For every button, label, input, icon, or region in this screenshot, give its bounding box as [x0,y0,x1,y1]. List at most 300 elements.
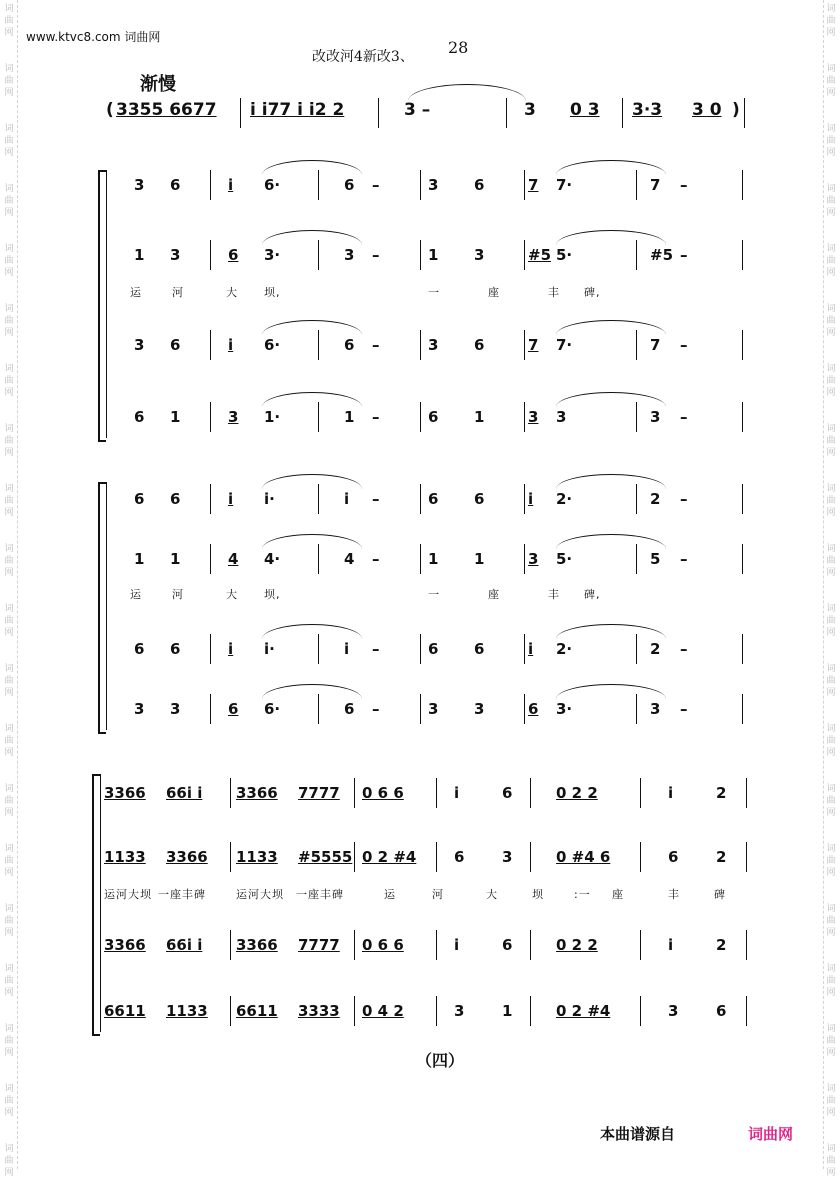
page-mark: 28 [448,38,469,57]
right-dashed-rule [823,0,824,1169]
note: 2 [650,640,661,658]
note: 7 [650,176,661,194]
watermark-glyph: 词 [4,4,14,14]
note: 1 [134,550,145,568]
watermark-glyph: 曲 [4,1156,14,1166]
slur [262,230,362,245]
note: 6 [134,490,145,508]
intro-barline [506,98,507,128]
note: – [680,176,688,194]
watermark-glyph: 曲 [4,16,14,26]
intro-open: ( [106,100,114,120]
watermark-glyph: 词 [4,604,14,614]
lyric: 河 [172,588,184,601]
note: 0 #4 6 [556,848,611,866]
note: 3366 [104,784,146,802]
note: 6 [474,336,485,354]
watermark-glyph: 曲 [826,916,836,926]
watermark-glyph: 词 [4,1024,14,1034]
watermark-glyph: 曲 [4,676,14,686]
barline [420,544,421,574]
note: – [372,640,380,658]
note: 6 [344,176,355,194]
note: 6 [474,176,485,194]
watermark-glyph: 词 [826,904,836,914]
barline [210,544,211,574]
lyric: 丰 [548,588,560,601]
barline [746,996,747,1026]
watermark-glyph: 网 [4,568,14,578]
barline [524,240,525,270]
watermark-glyph: 网 [4,448,14,458]
watermark-glyph: 网 [826,148,836,158]
note: 3· [264,246,281,264]
note: 6· [264,336,281,354]
note: 3 [556,408,567,426]
watermark-glyph: 曲 [4,916,14,926]
barline [420,402,421,432]
note: 3333 [298,1002,340,1020]
intro-barline [240,98,241,128]
watermark-glyph: 曲 [826,976,836,986]
note: – [680,336,688,354]
left-dashed-rule [17,0,18,1169]
note: 3 [170,246,181,264]
watermark-glyph: 词 [826,244,836,254]
note: 3 [528,550,539,568]
note: 3 [134,700,145,718]
watermark-glyph: 词 [826,364,836,374]
watermark-glyph: 曲 [4,796,14,806]
note: i [454,936,460,954]
intro-slur [408,84,526,101]
watermark-glyph: 曲 [826,136,836,146]
barline [530,842,531,872]
watermark-glyph: 网 [826,88,836,98]
note: 3 [170,700,181,718]
watermark-glyph: 词 [826,1084,836,1094]
lyric: 丰 [668,888,680,901]
note: 6 [170,336,181,354]
barline [742,634,743,664]
lyric: 大 [226,588,238,601]
watermark-glyph: 曲 [4,1096,14,1106]
note: 3 [474,700,485,718]
lyric: 运 [384,888,396,901]
watermark-glyph: 曲 [826,16,836,26]
watermark-glyph: 网 [826,748,836,758]
slur [556,534,666,549]
note: 7· [556,336,573,354]
slur [556,474,666,489]
barline [210,402,211,432]
note: 6· [264,176,281,194]
intro-m3: 3 – [404,100,431,120]
watermark-glyph: 词 [826,784,836,794]
watermark-glyph: 网 [826,988,836,998]
note: 6 [170,490,181,508]
watermark-glyph: 网 [826,568,836,578]
watermark-glyph: 词 [826,544,836,554]
barline [640,842,641,872]
watermark-glyph: 网 [4,148,14,158]
note: i [344,490,350,508]
lyric: 碑, [584,286,601,299]
slur [262,160,362,175]
watermark-glyph: 曲 [4,1036,14,1046]
watermark-glyph: 曲 [826,1156,836,1166]
watermark-glyph: 网 [826,808,836,818]
note: 6 [134,408,145,426]
note: 2· [556,640,573,658]
note: 1 [428,550,439,568]
note: 1· [264,408,281,426]
note: 5· [556,246,573,264]
watermark-glyph: 词 [826,124,836,134]
note: i [668,936,674,954]
watermark-glyph: 词 [4,964,14,974]
note: 2 [716,784,727,802]
barline [354,996,355,1026]
note: 7 [650,336,661,354]
watermark-glyph: 词 [4,904,14,914]
note: 1 [344,408,355,426]
system-brace [92,774,100,1036]
barline [746,930,747,960]
note: 6 [228,246,239,264]
intro-barline [744,98,745,128]
watermark-glyph: 词 [826,4,836,14]
note: 4 [344,550,355,568]
watermark-glyph: 词 [4,124,14,134]
watermark-glyph: 网 [4,808,14,818]
watermark-glyph: 曲 [826,856,836,866]
watermark-glyph: 曲 [826,76,836,86]
watermark-glyph: 网 [826,628,836,638]
barline [742,544,743,574]
watermark-glyph: 词 [826,1024,836,1034]
barline [210,330,211,360]
barline [210,634,211,664]
lyric: 运河大坝 [104,888,152,901]
lyric: 一 [428,286,440,299]
note: 6 [428,490,439,508]
intro-m5: 0 3 [570,100,600,120]
barline [210,170,211,200]
note: – [372,490,380,508]
watermark-glyph: 词 [4,364,14,374]
note: – [680,640,688,658]
watermark-glyph: 曲 [4,376,14,386]
right-watermark-strip [822,0,840,1178]
watermark-glyph: 网 [4,1168,14,1178]
watermark-glyph: 词 [4,484,14,494]
barline [524,484,525,514]
watermark-glyph: 网 [826,688,836,698]
lyric: 河 [172,286,184,299]
tempo-marking: 渐慢 [140,74,176,95]
watermark-glyph: 词 [4,1084,14,1094]
note: i [454,784,460,802]
watermark-glyph: 网 [826,1048,836,1058]
note: 1 [170,550,181,568]
note: #5 [528,246,552,264]
barline [746,842,747,872]
lyric: :一 [574,888,591,901]
note: 0 2 #4 [556,1002,611,1020]
watermark-glyph: 网 [826,28,836,38]
watermark-glyph: 词 [4,664,14,674]
note: i [228,490,234,508]
watermark-glyph: 网 [826,448,836,458]
barline [230,996,231,1026]
watermark-glyph: 词 [4,784,14,794]
watermark-glyph: 词 [826,424,836,434]
note: i [228,336,234,354]
barline [742,240,743,270]
system-brace [98,482,106,734]
barline [210,694,211,724]
note: 0 6 6 [362,936,404,954]
watermark-glyph: 网 [4,928,14,938]
note: 3366 [236,936,278,954]
watermark-glyph: 曲 [4,856,14,866]
watermark-glyph: 曲 [826,496,836,506]
slur [262,684,362,699]
watermark-glyph: 词 [826,724,836,734]
note: 2 [716,848,727,866]
site-url: www.ktvc8.com 词曲网 [26,30,161,44]
note: 66i i [166,784,203,802]
lyric: 河 [432,888,444,901]
note: – [680,408,688,426]
note: – [680,246,688,264]
watermark-glyph: 网 [826,1108,836,1118]
watermark-glyph: 曲 [826,1036,836,1046]
note: i [228,176,234,194]
slur [556,392,666,407]
watermark-glyph: 词 [826,184,836,194]
watermark-glyph: 词 [4,844,14,854]
note: – [680,700,688,718]
note: i [228,640,234,658]
note: 7· [556,176,573,194]
lyric: 坝, [264,588,281,601]
note: 4· [264,550,281,568]
brand-link[interactable]: 词曲网 [748,1125,794,1143]
lyric: 一座丰碑 [296,888,344,901]
slur [262,534,362,549]
note: 3 [502,848,513,866]
note: 3 [668,1002,679,1020]
note: #5555 [298,848,353,866]
watermark-glyph: 曲 [826,616,836,626]
slur [556,160,666,175]
note: 3 [428,176,439,194]
note: #5 [650,246,674,264]
barline [640,778,641,808]
note: 66i i [166,936,203,954]
slur [556,684,666,699]
note: 0 2 2 [556,784,598,802]
lyric: 坝, [264,286,281,299]
watermark-glyph: 网 [826,928,836,938]
note: 7 [528,336,539,354]
note: i· [264,490,275,508]
watermark-glyph: 词 [826,64,836,74]
note: 6 [170,640,181,658]
watermark-glyph: 曲 [4,616,14,626]
note: 4 [228,550,239,568]
watermark-glyph: 网 [4,868,14,878]
lyric: 运 [130,588,142,601]
lyric: 运 [130,286,142,299]
note: 6 [134,640,145,658]
watermark-glyph: 网 [4,268,14,278]
note: 3366 [166,848,208,866]
system-brace-line [100,774,101,1032]
note: 6 [170,176,181,194]
note: 3 [134,176,145,194]
lyric: 坝 [532,888,544,901]
note: 1133 [236,848,278,866]
note: 1 [474,408,485,426]
watermark-glyph: 词 [4,184,14,194]
watermark-glyph: 曲 [4,256,14,266]
lyric: 运河大坝 [236,888,284,901]
slur [262,320,362,335]
note: – [680,550,688,568]
note: 0 4 2 [362,1002,404,1020]
lyric: 座 [488,286,500,299]
note: 1 [502,1002,513,1020]
note: 0 2 2 [556,936,598,954]
system-brace-line [106,482,107,730]
system-brace [98,170,106,442]
barline [524,634,525,664]
lyric: 丰 [548,286,560,299]
note: 3 [344,246,355,264]
note: 7 [528,176,539,194]
note: 6 [228,700,239,718]
slur [556,624,666,639]
note: 0 2 #4 [362,848,417,866]
note: – [372,176,380,194]
intro-m4: 3 [524,100,536,120]
page-number: （四） [416,1051,465,1070]
barline [420,634,421,664]
source-label: 本曲谱源自 [600,1125,676,1143]
note: 6 [474,490,485,508]
barline [230,842,231,872]
note: 3 [228,408,239,426]
note: 6 [716,1002,727,1020]
watermark-glyph: 词 [4,724,14,734]
note: 1 [134,246,145,264]
watermark-glyph: 曲 [826,436,836,446]
watermark-glyph: 曲 [4,316,14,326]
barline [524,694,525,724]
barline [524,402,525,432]
note: 6 [428,408,439,426]
lyric: 大 [226,286,238,299]
note: – [372,700,380,718]
note: i· [264,640,275,658]
barline [524,330,525,360]
watermark-glyph: 曲 [4,76,14,86]
lyric: 座 [488,588,500,601]
watermark-glyph: 网 [4,88,14,98]
note: 5· [556,550,573,568]
watermark-glyph: 词 [826,844,836,854]
barline [420,330,421,360]
note: 3· [556,700,573,718]
barline [742,694,743,724]
watermark-glyph: 网 [4,508,14,518]
slur [556,320,666,335]
watermark-glyph: 曲 [826,1096,836,1106]
note: 6 [668,848,679,866]
note: 3 [428,336,439,354]
note: 6 [502,784,513,802]
barline [354,842,355,872]
note: 5 [650,550,661,568]
watermark-glyph: 曲 [826,796,836,806]
watermark-glyph: 词 [826,604,836,614]
note: 3366 [236,784,278,802]
lyric: 一座丰碑 [158,888,206,901]
watermark-glyph: 曲 [4,976,14,986]
note: – [372,408,380,426]
left-watermark-strip [0,0,18,1178]
watermark-glyph: 网 [826,1168,836,1178]
watermark-glyph: 曲 [826,316,836,326]
note: 1133 [104,848,146,866]
watermark-glyph: 词 [826,1144,836,1154]
lyric: 碑 [714,888,726,901]
watermark-glyph: 网 [4,388,14,398]
watermark-glyph: 词 [4,244,14,254]
lyric: 碑, [584,588,601,601]
note: 3 [134,336,145,354]
note: 3366 [104,936,146,954]
note: – [680,490,688,508]
watermark-glyph: 网 [4,328,14,338]
watermark-glyph: 网 [826,388,836,398]
barline [210,240,211,270]
note: – [372,550,380,568]
barline [420,240,421,270]
note: i [668,784,674,802]
note: 3 [474,246,485,264]
edit-note: 改改河4新改3、 [312,49,414,65]
intro-m1: 3355 6677 [116,100,217,120]
barline [230,778,231,808]
note: i [528,490,534,508]
barline [530,930,531,960]
intro-barline [378,98,379,128]
note: 2· [556,490,573,508]
watermark-glyph: 词 [826,304,836,314]
barline [742,330,743,360]
intro-close: ) [732,100,740,120]
watermark-glyph: 曲 [4,136,14,146]
note: 3 [650,700,661,718]
note: 3 [428,700,439,718]
note: 3 [454,1002,465,1020]
note: 2 [650,490,661,508]
watermark-glyph: 词 [4,304,14,314]
